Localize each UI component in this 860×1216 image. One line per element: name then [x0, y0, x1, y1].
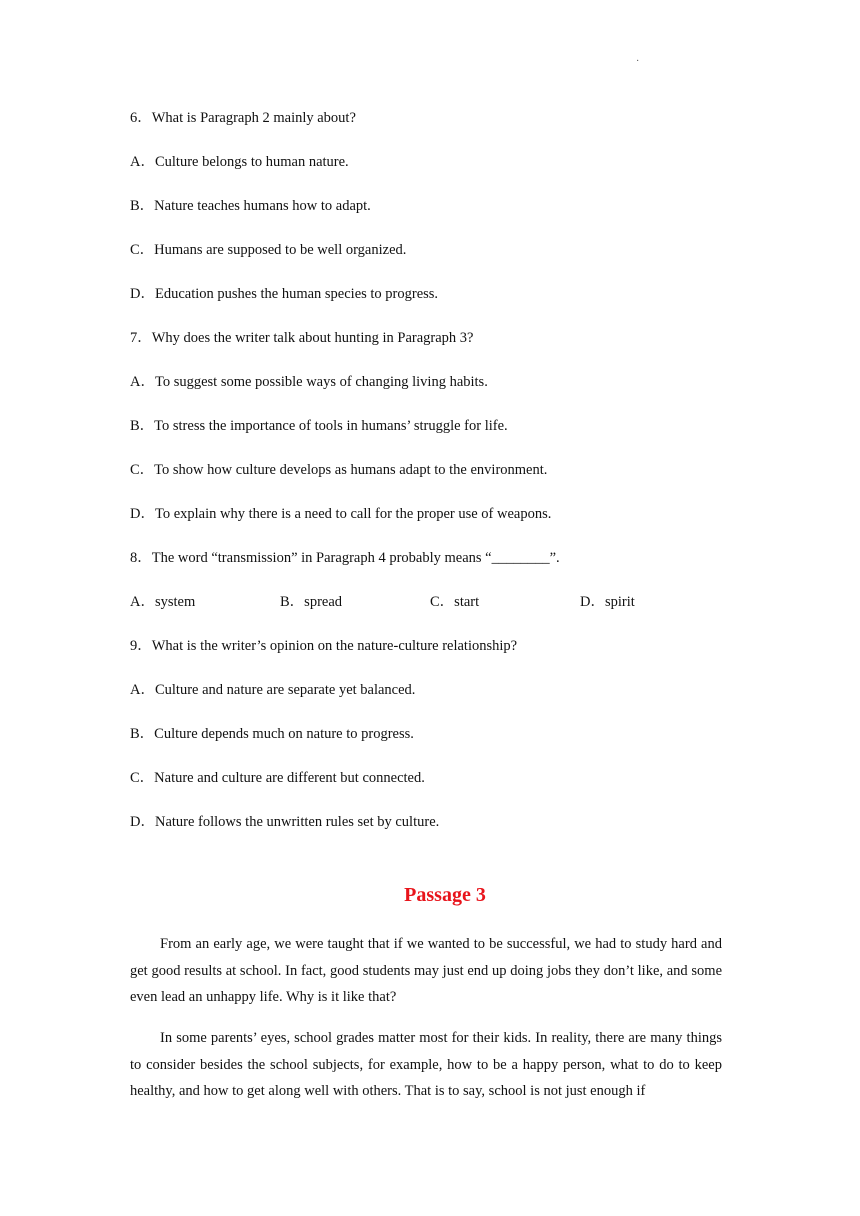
question-9-option-b: B．Culture depends much on nature to progress.	[130, 726, 414, 742]
passage-paragraph-1: From an early age, we were taught that if we wanted to be successful, we had to study hard and get good results at school. In fact, good students may just end up doing jobs they don’t like, and some even lead an unhappy life. Why is it like that?	[130, 936, 722, 1005]
question-8-options	[130, 590, 730, 610]
passage-title: Passage 3	[404, 884, 486, 906]
question-9-stem: 9．What is the writer’s opinion on the nature-culture relationship?	[130, 638, 518, 654]
question-7-option-a: A．To suggest some possible ways of changing living habits.	[130, 374, 488, 390]
header-mark: ·	[636, 56, 640, 67]
question-6-option-d: D．Education pushes the human species to progress.	[130, 286, 439, 302]
question-9-option-d: D．Nature follows the unwritten rules set by culture.	[130, 814, 440, 830]
question-9-option-c: C．Nature and culture are different but connected.	[130, 770, 425, 786]
question-8-option-b: B．spread	[280, 594, 343, 610]
question-8-stem: 8．The word “transmission” in Paragraph 4 probably means “________”.	[130, 550, 560, 566]
question-9-option-a: A．Culture and nature are separate yet balanced.	[130, 682, 416, 698]
question-7-option-b: B．To stress the importance of tools in humans’ struggle for life.	[130, 418, 508, 434]
question-6-option-b: B．Nature teaches humans how to adapt.	[130, 198, 371, 214]
question-8-option-d: D．spirit	[580, 594, 635, 610]
passage-paragraph-2: In some parents’ eyes, school grades matter most for their kids. In reality, there are many things to consider besides the school subjects, for example, how to be a happy person, what to do to keep healthy, and how to get along well with others. That is to say, school is not just enough if	[130, 1030, 722, 1099]
question-8-option-c: C．start	[430, 594, 480, 610]
question-7-option-d: D．To explain why there is a need to call for the proper use of weapons.	[130, 506, 552, 522]
question-6-option-c: C．Humans are supposed to be well organized.	[130, 242, 407, 258]
question-6-stem: 6．What is Paragraph 2 mainly about?	[130, 110, 356, 126]
question-7-stem: 7．Why does the writer talk about hunting in Paragraph 3?	[130, 330, 474, 346]
question-6-option-a: A．Culture belongs to human nature.	[130, 154, 349, 170]
question-7-option-c: C．To show how culture develops as humans adapt to the environment.	[130, 462, 548, 478]
question-8-option-a: A．system	[130, 594, 196, 610]
